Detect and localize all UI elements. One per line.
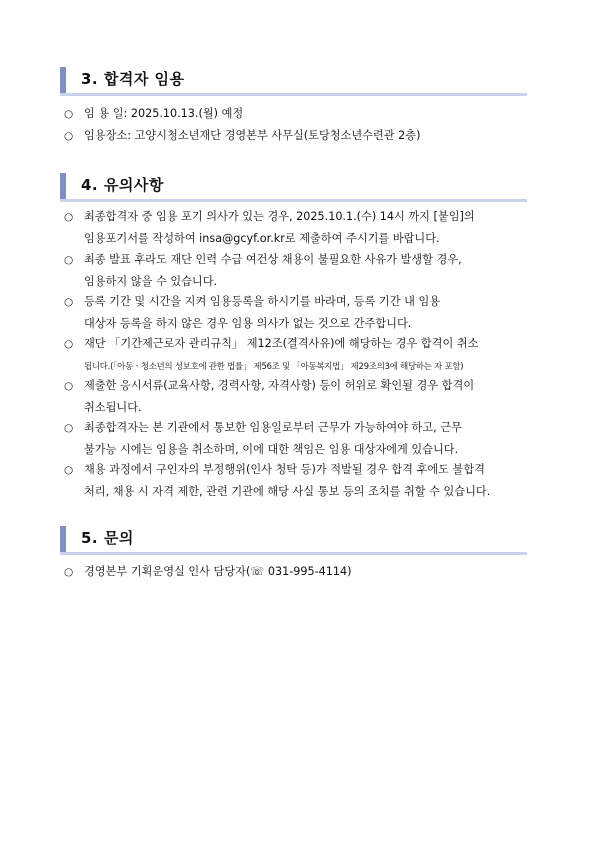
section-5-title: 5. 문의 xyxy=(81,529,134,547)
heading-underline xyxy=(60,199,527,202)
circle-bullet-icon: ○ xyxy=(64,380,74,392)
notice-line: 등록 기간 및 시간을 지켜 임용등록을 하시기를 바라며, 등록 기간 내 임용 xyxy=(84,295,441,308)
circle-bullet-icon: ○ xyxy=(64,130,74,142)
circle-bullet-icon: ○ xyxy=(64,338,74,350)
circle-bullet-icon: ○ xyxy=(64,108,74,120)
section-4-title: 4. 유의사항 xyxy=(81,176,164,194)
notice-line: 채용 과정에서 구인자의 부정행위(인사 청탁 등)가 적발될 경우 합격 후에도 불합격 xyxy=(84,463,485,476)
heading-accent-bar xyxy=(60,173,66,199)
heading-underline xyxy=(60,552,527,555)
notice-line: 제출한 응시서류(교육사항, 경력사항, 자격사항) 등이 허위로 확인될 경우 합격이 xyxy=(84,379,475,392)
circle-bullet-icon: ○ xyxy=(64,211,74,223)
heading-accent-bar xyxy=(60,526,66,552)
section-4-heading xyxy=(60,173,527,199)
notice-line: 최종합격자 중 임용 포기 의사가 있는 경우, 2025.10.1.(수) 14시 까지 [붙임]의 xyxy=(84,210,475,223)
section-3-title: 3. 합격자 임용 xyxy=(81,70,185,88)
notice-line: 최종 발표 후라도 재단 인력 수급 여건상 채용이 불필요한 사유가 발생할 경우, xyxy=(84,253,462,266)
notice-line: 임용포기서를 작성하여 insa@gcyf.or.kr로 제출하여 주시기를 바랍니다. xyxy=(84,232,440,245)
circle-bullet-icon: ○ xyxy=(64,464,74,476)
section-5-heading xyxy=(60,526,527,552)
notice-line: 취소됩니다. xyxy=(84,401,142,414)
notice-line: 임용하지 않을 수 있습니다. xyxy=(84,275,218,288)
notice-line: 처리, 채용 시 자격 제한, 관련 기관에 해당 사실 통보 등의 조치를 취할 수 있습니다. xyxy=(84,485,491,498)
circle-bullet-icon: ○ xyxy=(64,254,74,266)
section-3-heading xyxy=(60,67,527,93)
heading-underline xyxy=(60,93,527,96)
notice-line: 재단 「기간제근로자 관리규칙」 제12조(결격사유)에 해당하는 경우 합격이 취소 xyxy=(84,337,479,350)
notice-line: 대상자 등록을 하지 않은 경우 임용 의사가 없는 것으로 간주합니다. xyxy=(84,317,412,330)
circle-bullet-icon: ○ xyxy=(64,422,74,434)
circle-bullet-icon: ○ xyxy=(64,296,74,308)
notice-line: 불가능 시에는 임용을 취소하며, 이에 대한 책임은 임용 대상자에게 있습니다. xyxy=(84,443,459,456)
contact-text: 경영본부 기획운영실 인사 담당자(☏ 031-995-4114) xyxy=(84,565,352,578)
circle-bullet-icon: ○ xyxy=(64,566,74,578)
notice-line-legal-reference: 됩니다.(「아동ㆍ청소년의 성보호에 관한 법률」 제56조 및 「아동복지법」 제29조의3에 해당하는 자 포함) xyxy=(84,361,464,371)
heading-accent-bar xyxy=(60,67,66,93)
appointment-date-text: 임 용 일: 2025.10.13.(월) 예정 xyxy=(84,107,244,120)
notice-line: 최종합격자는 본 기관에서 통보한 임용일로부터 근무가 가능하여야 하고, 근무 xyxy=(84,421,462,434)
appointment-place-text: 임용장소: 고양시청소년재단 경영본부 사무실(토당청소년수련관 2층) xyxy=(84,129,421,142)
